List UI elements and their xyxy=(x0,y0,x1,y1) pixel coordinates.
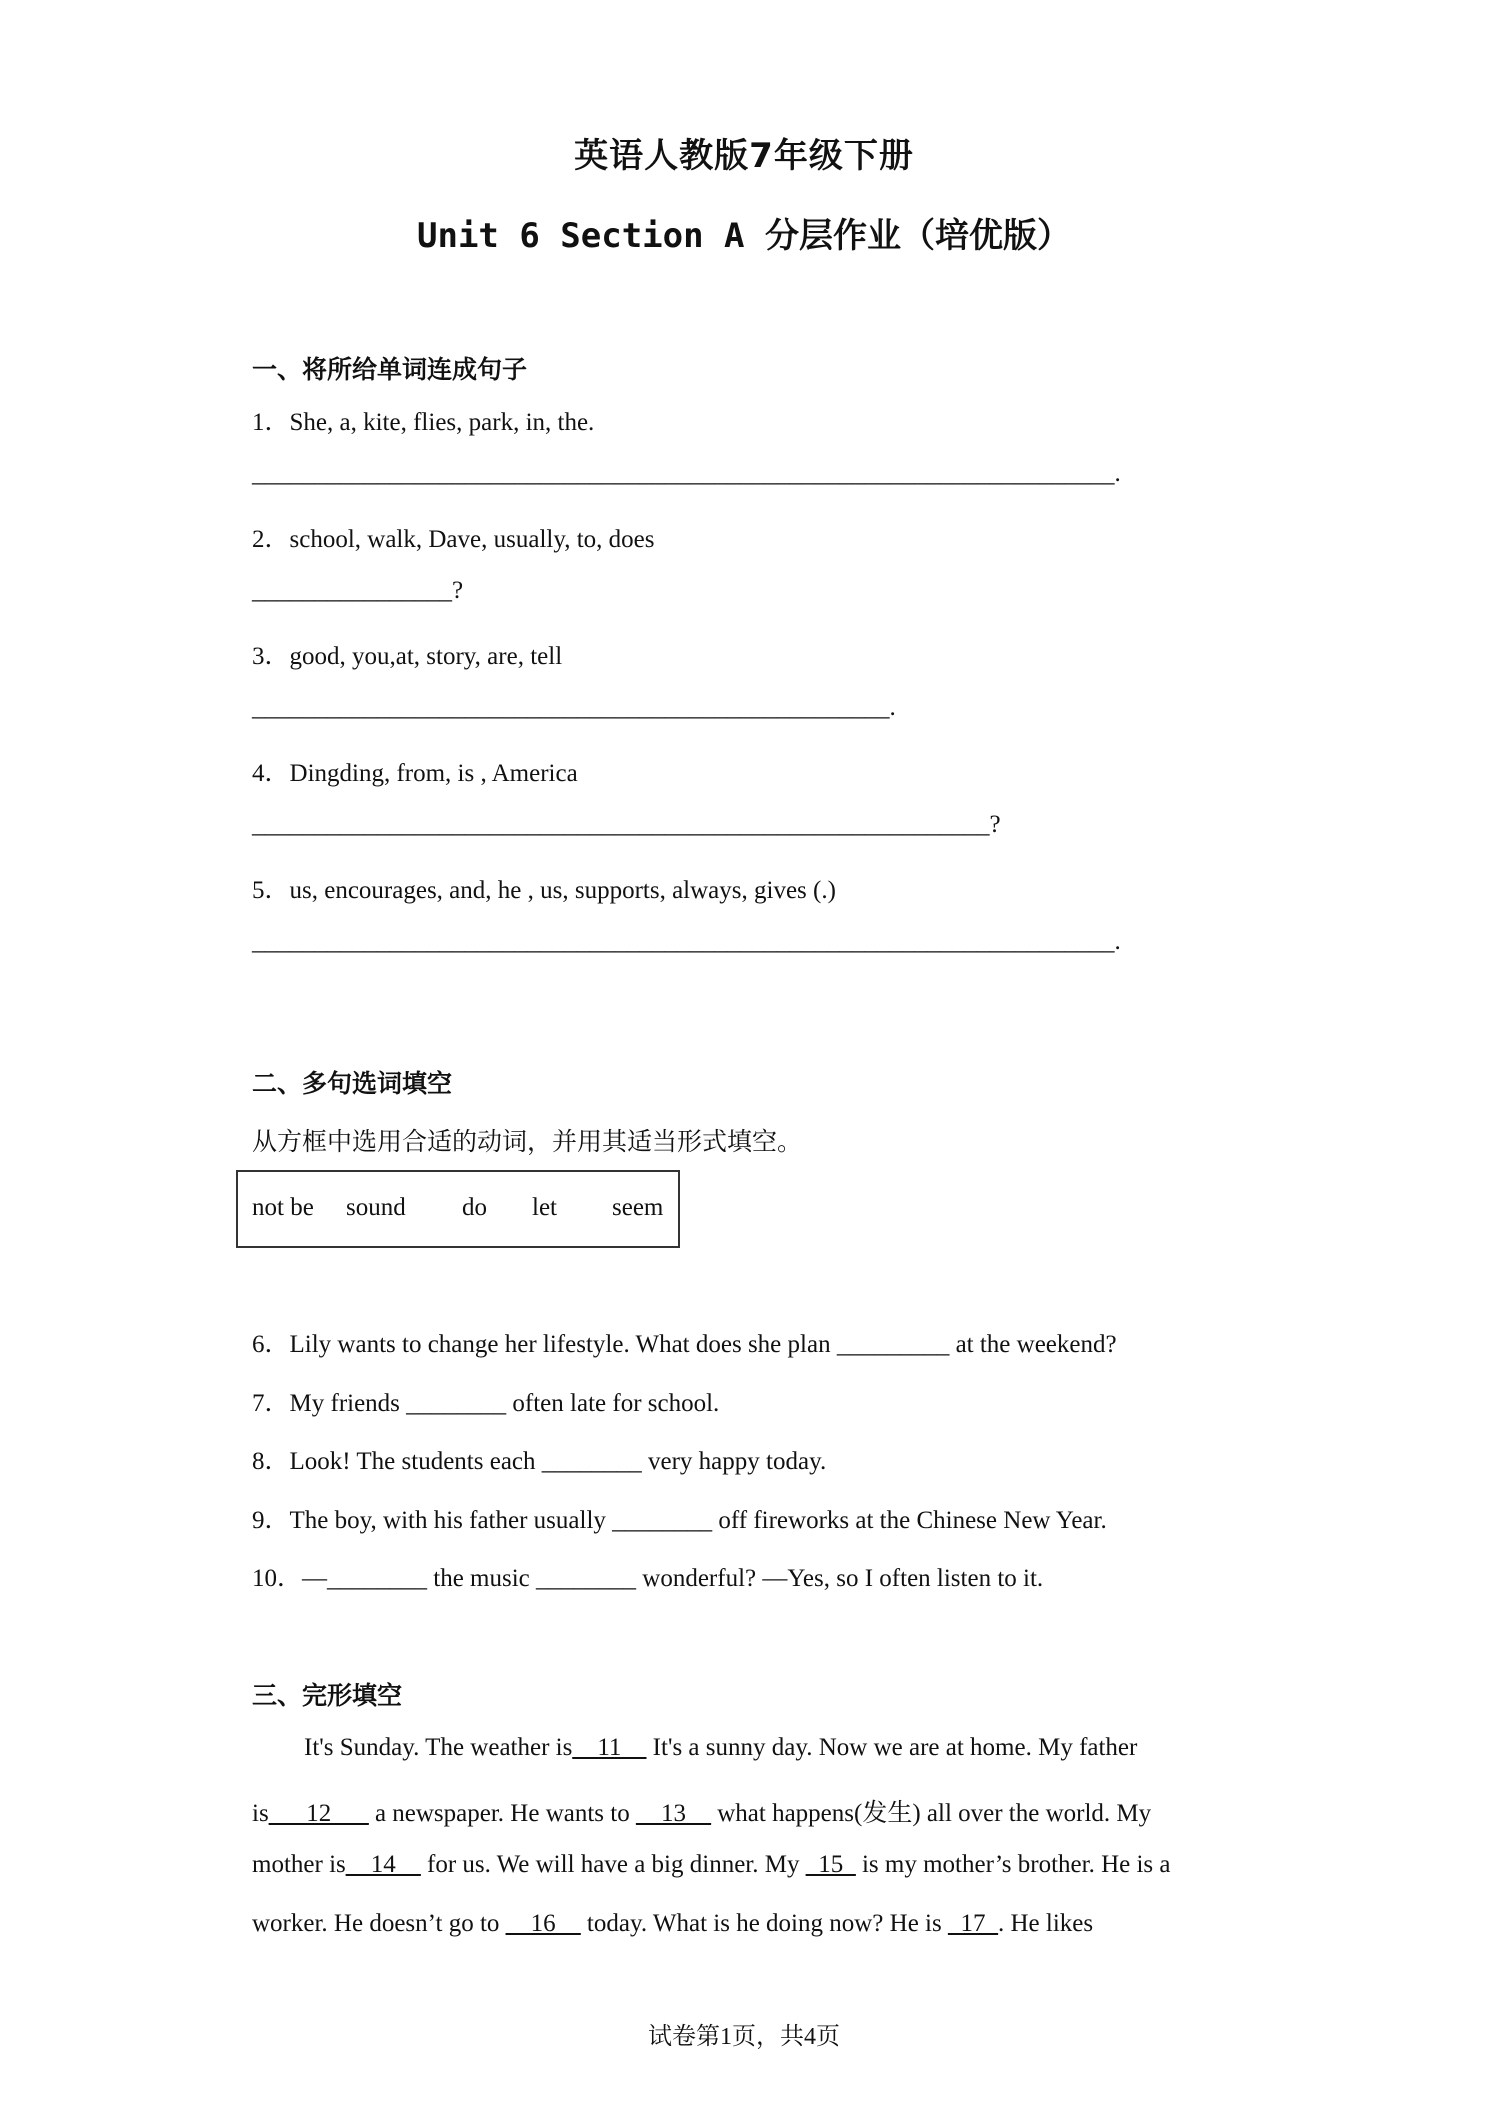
cloze-text: . He likes xyxy=(997,1910,1094,1937)
question-text: us, encourages, and, he , us, supports, always, gives (.) xyxy=(289,877,836,904)
cloze-text: today. What is he doing now? He is xyxy=(580,1910,948,1937)
cloze-blank: __14__ xyxy=(345,1851,421,1878)
cloze-blank: ___12___ xyxy=(268,1800,369,1827)
answer-line-3: ___________________________________________________. xyxy=(252,694,896,721)
cloze-blank: _17_ xyxy=(947,1910,998,1937)
question-5 xyxy=(252,870,836,906)
word-box-item: not be xyxy=(252,1194,314,1221)
question-2 xyxy=(252,519,655,555)
answer-line-2: ________________? xyxy=(252,577,464,604)
question-text: school, walk, Dave, usually, to, does xyxy=(289,526,655,553)
question-1 xyxy=(252,402,594,438)
question-7 xyxy=(252,1383,719,1419)
cloze-text: mother is xyxy=(252,1851,346,1878)
cloze-text: It's a sunny day. Now we are at home. My father xyxy=(646,1734,1138,1761)
cloze-text: what happens(发生) all over the world. My xyxy=(710,1800,1152,1827)
section2-heading: 二、多句选词填空 xyxy=(252,1069,453,1098)
word-box-item: do xyxy=(462,1194,487,1221)
question-number: 1． xyxy=(252,409,290,436)
word-box-item: seem xyxy=(612,1194,664,1221)
question-text: She, a, kite, flies, park, in, the. xyxy=(289,409,595,436)
cloze-blank: __13__ xyxy=(635,1800,711,1827)
question-8 xyxy=(252,1441,826,1477)
cloze-text: is my mother’s brother. He is a xyxy=(855,1851,1171,1878)
word-box-item: let xyxy=(532,1194,557,1221)
question-number: 6． xyxy=(252,1331,290,1358)
answer-line-4: ___________________________________________________________? xyxy=(252,811,1001,838)
cloze-blank: __16__ xyxy=(505,1910,581,1937)
answer-line-1: _____________________________________________________________________. xyxy=(252,460,1121,487)
question-number: 5． xyxy=(252,877,290,904)
page-title: 英语人教版7年级下册 xyxy=(574,136,914,176)
question-text: Look! The students each ________ very happy today. xyxy=(289,1448,827,1475)
answer-line-5: _____________________________________________________________________. xyxy=(252,928,1121,955)
question-number: 4． xyxy=(252,760,290,787)
question-number: 9． xyxy=(252,1507,290,1534)
cloze-line-3 xyxy=(252,1851,1171,1879)
cloze-text: for us. We will have a big dinner. My xyxy=(420,1851,806,1878)
question-text: The boy, with his father usually ________ off fireworks at the Chinese New Year. xyxy=(289,1507,1107,1534)
cloze-text: a newspaper. He wants to xyxy=(368,1800,636,1827)
question-text: good, you,at, story, are, tell xyxy=(289,643,563,670)
cloze-blank: _15_ xyxy=(805,1851,856,1878)
cloze-text: It's Sunday. The weather is xyxy=(304,1734,573,1761)
word-box-item: sound xyxy=(346,1194,406,1221)
question-6 xyxy=(252,1324,1117,1360)
question-4 xyxy=(252,753,578,789)
question-number: 8． xyxy=(252,1448,290,1475)
cloze-blank: __11__ xyxy=(572,1734,647,1761)
section2-instruction: 从方框中选用合适的动词，并用其适当形式填空。 xyxy=(252,1129,803,1156)
question-9 xyxy=(252,1500,1107,1536)
question-number: 7． xyxy=(252,1390,290,1417)
cloze-line-4 xyxy=(252,1910,1093,1938)
question-text: Lily wants to change her lifestyle. What does she plan _________ at the weekend? xyxy=(289,1331,1117,1358)
question-3 xyxy=(252,636,562,672)
section1-heading: 一、将所给单词连成句子 xyxy=(252,355,528,384)
question-10 xyxy=(252,1558,1043,1594)
cloze-line-2 xyxy=(252,1793,1151,1829)
question-number: 2． xyxy=(252,526,290,553)
question-text: Dingding, from, is , America xyxy=(289,760,578,787)
cloze-line-1 xyxy=(304,1734,1137,1762)
question-text: My friends ________ often late for school. xyxy=(289,1390,720,1417)
question-number: 3． xyxy=(252,643,290,670)
cloze-text: is xyxy=(252,1800,269,1827)
cloze-text: worker. He doesn’t go to xyxy=(252,1910,506,1937)
page-subtitle: Unit 6 Section A 分层作业（培优版） xyxy=(417,216,1071,256)
question-text: —________ the music ________ wonderful? —Yes, so I often listen to it. xyxy=(302,1565,1044,1592)
word-box xyxy=(236,1170,680,1248)
question-number: 10． xyxy=(252,1565,303,1592)
section3-heading: 三、完形填空 xyxy=(252,1681,403,1710)
page-footer: 试卷第1页，共4页 xyxy=(648,2024,840,2050)
